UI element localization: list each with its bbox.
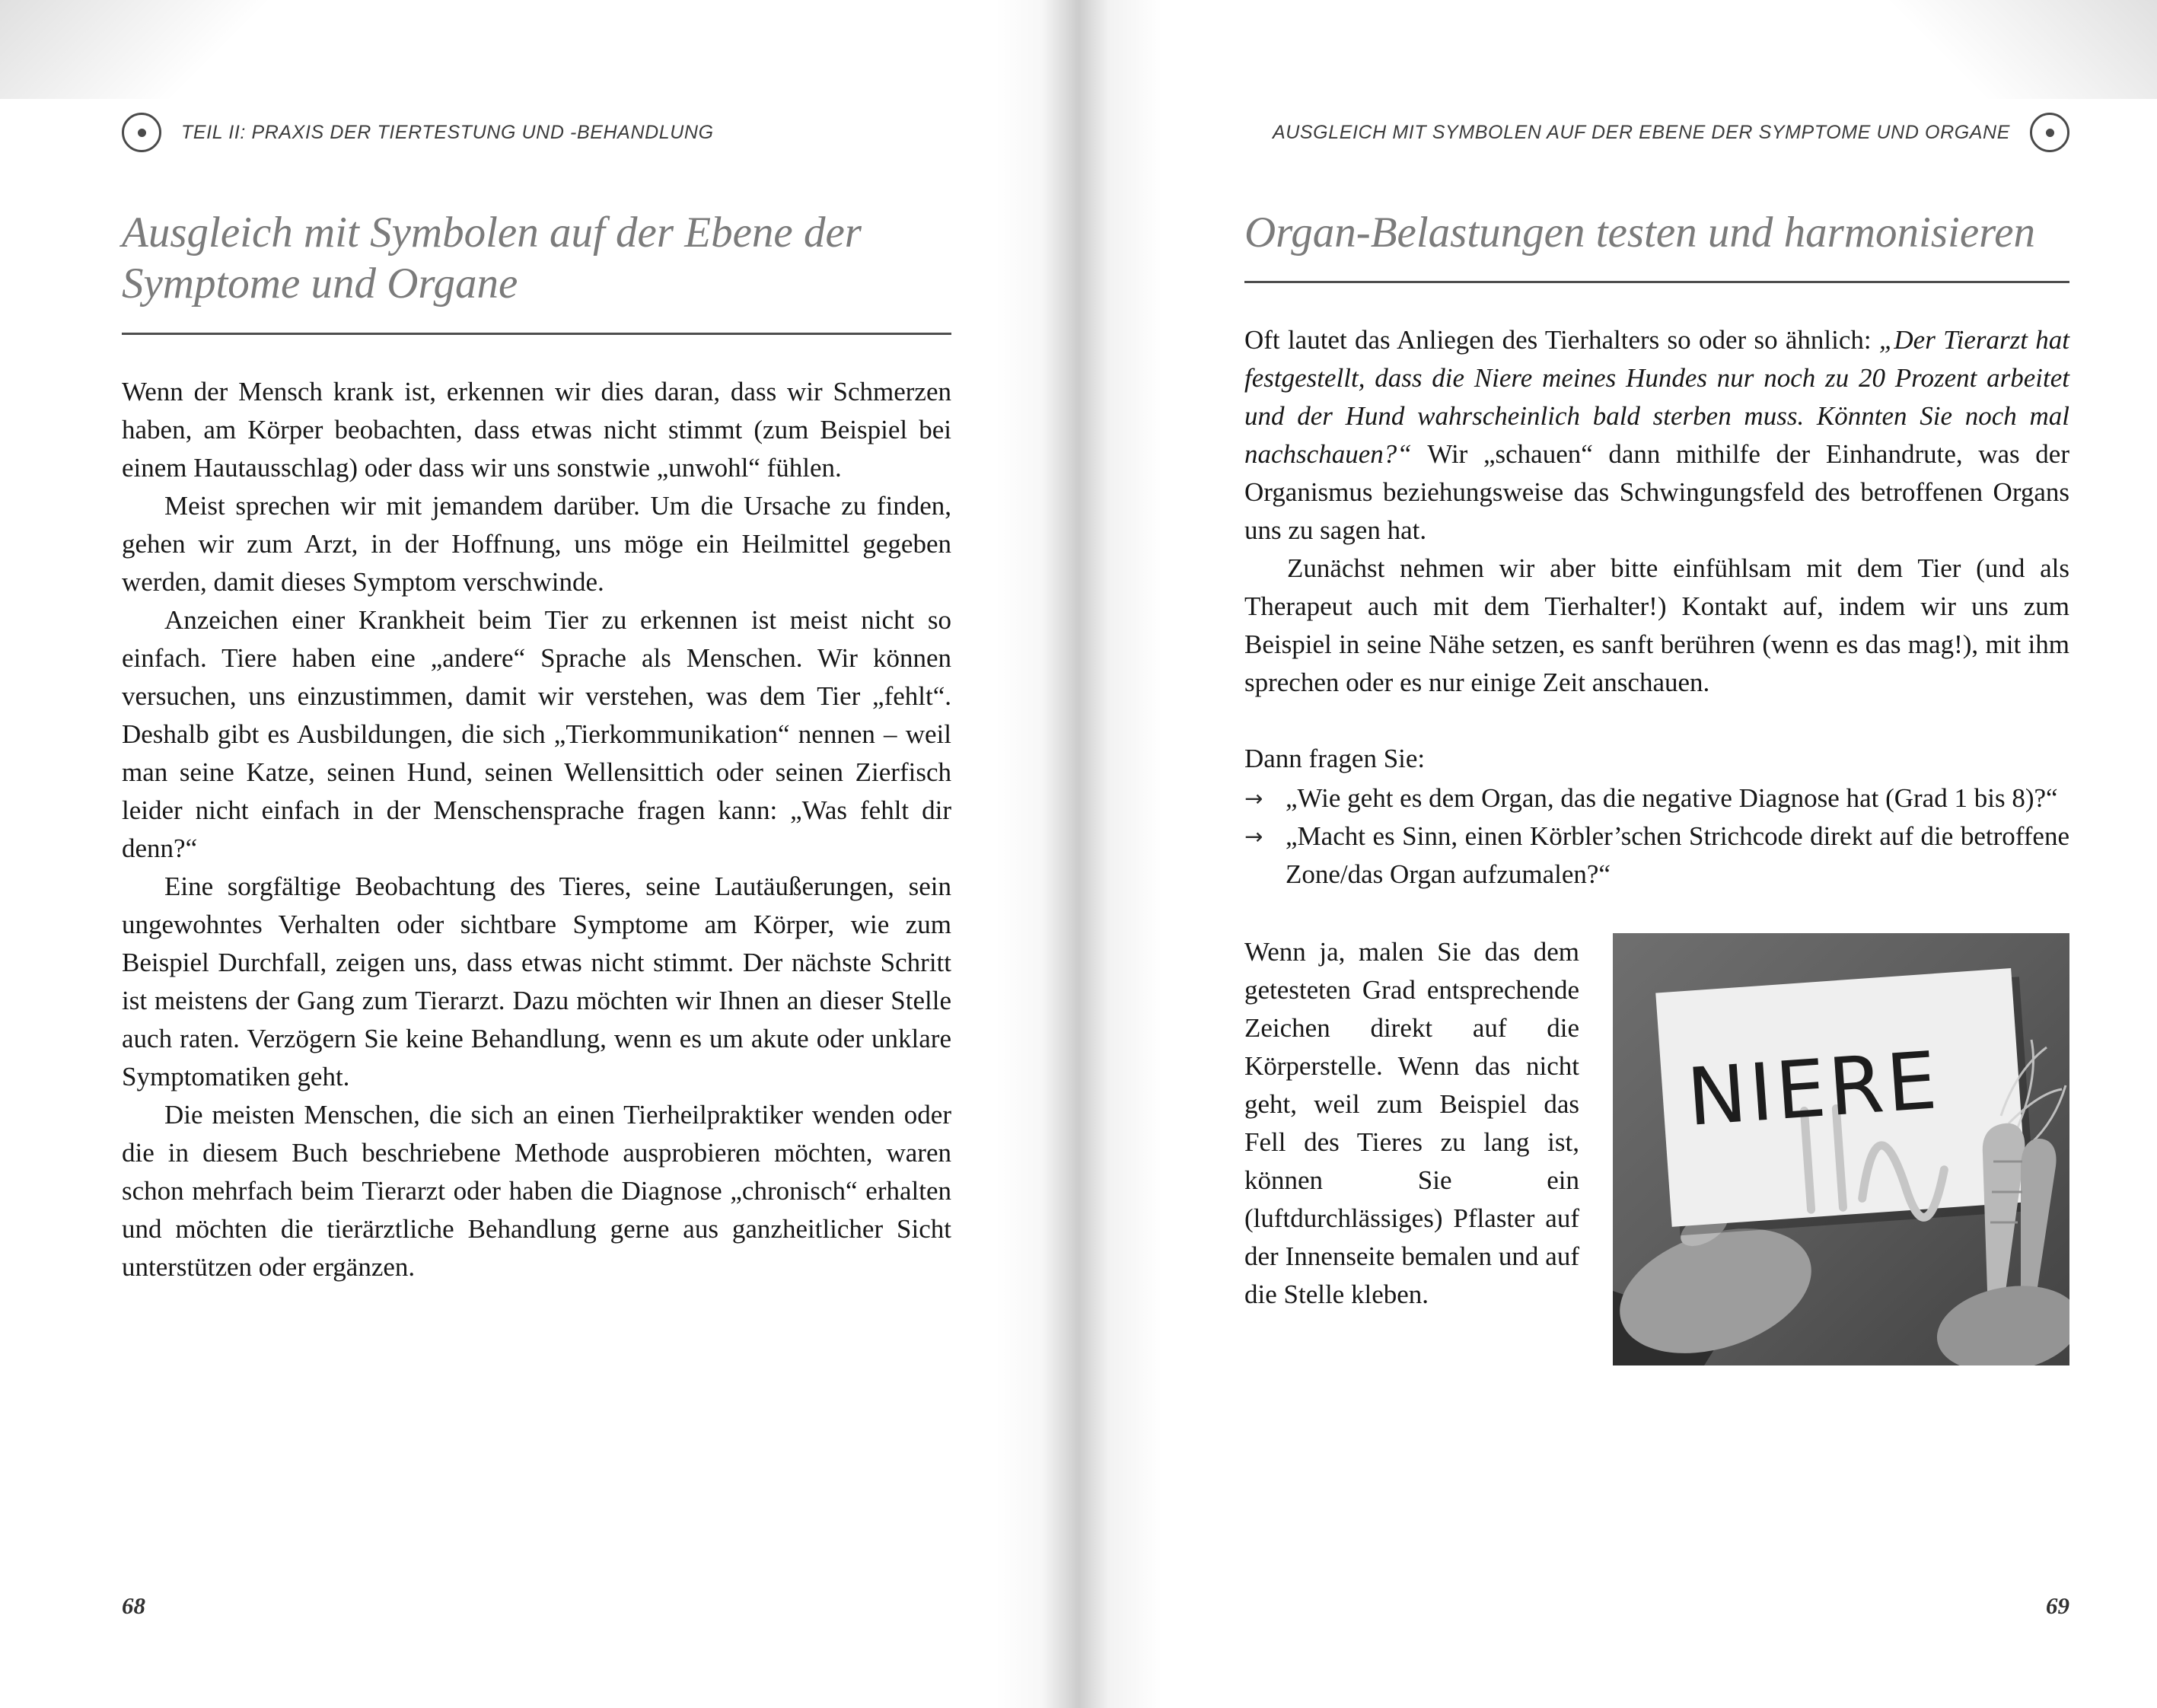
niere-label: NIERE: [1684, 1034, 1943, 1145]
left-body: [122, 373, 951, 1286]
closing-block: [1244, 933, 2069, 1372]
page-right: [1078, 0, 2157, 1708]
niere-photo: [1613, 933, 2069, 1365]
arrow-marker-icon: →: [1244, 824, 1263, 850]
intro-run-1: Oft lautet das Anliegen des Tierhalters so oder so ähnlich:: [1244, 325, 1879, 355]
running-header-left: [122, 113, 951, 152]
running-header-text: TEIL II: PRAXIS DER TIERTESTUNG UND -BEHANDLUNG: [181, 121, 714, 143]
intro-run-3: Wir „schauen“ dann mithilfe der Einhandrute, was der Organismus beziehungsweise das Schwingungsfeld des betroffenen Organs uns zu sagen hat.: [1244, 439, 2069, 546]
list-item: [1244, 779, 2069, 817]
circle-dot-icon: [2030, 113, 2069, 152]
page-number-right: 69: [2046, 1592, 2069, 1619]
list-item-text: „Macht es Sinn, einen Körbler’schen Strichcode direkt auf die betroffene Zone/das Organ aufzumalen?“: [1286, 821, 2069, 890]
title-spacer: [122, 335, 951, 373]
intro-run-quote: „Der Tierarzt hat festgestellt, dass die Niere meines Hundes nur noch zu 20 Prozent arbeitet und der Hund wahrscheinlich bald sterben muss. Könnten Sie noch mal nachschauen?“: [1244, 325, 2070, 470]
body-paragraph: Wenn der Mensch krank ist, erkennen wir dies daran, dass wir Schmerzen haben, am Körper beobachten, dass etwas nicht stimmt (zum Beispiel bei einem Hautausschlag) oder dass wir uns sonstwie „unwohl“ fühlen.: [122, 376, 951, 483]
body-paragraph: Wenn ja, malen Sie das dem getesteten Grad entsprechende Zeichen direkt auf die Körperstelle. Wenn das nicht geht, weil zum Beispiel das Fell des Tieres zu lang ist, können Sie ein (luftdurchlässiges) Pflaster auf der Innenseite bemalen und auf die Stelle kleben.: [1244, 937, 1579, 1310]
body-paragraph: [1244, 321, 2069, 550]
body-paragraph: Anzeichen einer Krankheit beim Tier zu erkennen ist meist nicht so einfach. Tiere haben eine „andere“ Sprache als Menschen. Wir können versuchen, uns einzustimmen, damit wir verstehen, was dem Tier „fehlt“. Deshalb gibt es Ausbildungen, die sich „Tierkommunikation“ nennen – weil man seine Katze, seinen Hund, seinen Wellensittich oder seinen Zierfisch leider nicht einfach in der Menschensprache fragen kann: „Was fehlt dir denn?“: [122, 604, 951, 863]
body-paragraph: Zunächst nehmen wir aber bitte einfühlsam mit dem Tier (und als Therapeut auch mit dem Tierhalter!) Kontakt auf, indem wir uns zum Beispiel in seine Nähe setzen, es sanft berühren (wenn es das mag!), mit ihm sprechen oder es nur einige Zeit anschauen.: [1244, 553, 2069, 698]
question-list: [1244, 779, 2069, 894]
list-item: [1244, 817, 2069, 894]
section-title: Ausgleich mit Symbolen auf der Ebene der Symptome und Organe: [122, 207, 951, 335]
body-paragraph: Die meisten Menschen, die sich an einen Tierheilpraktiker wenden oder die in diesem Buch beschriebene Methode ausprobieren möchten, waren schon mehrfach beim Tierarzt oder haben die Diagnose „chronisch“ erhalten und möchten die tierärztliche Behandlung gerne aus ganzheitlicher Sicht unterstützen oder ergänzen.: [122, 1099, 951, 1282]
right-body: [1244, 321, 2069, 1372]
title-spacer: [1244, 283, 2069, 321]
page-left: [0, 0, 1078, 1708]
arrow-marker-icon: →: [1244, 785, 1263, 812]
body-paragraph: Eine sorgfältige Beobachtung des Tieres, seine Lautäußerungen, sein ungewohntes Verhalten oder sichtbare Symptome am Körper, wie zum Beispiel Durchfall, zeigen uns, dass etwas nicht stimmt. Der nächste Schritt ist meistens der Gang zum Tierarzt. Dazu möchten wir Ihnen an dieser Stelle auch raten. Verzögern Sie keine Behandlung, wenn es um akute oder unklare Symptomatiken geht.: [122, 871, 951, 1091]
body-paragraph: Meist sprechen wir mit jemandem darüber. Um die Ursache zu finden, gehen wir zum Arzt, in der Hoffnung, uns möge ein Heilmittel gegeben werden, damit dieses Symptom verschwinde.: [122, 490, 951, 597]
card-group: [1655, 968, 2035, 1237]
running-header-right: [1244, 113, 2069, 152]
circle-dot-icon: [122, 113, 161, 152]
running-header-text: AUSGLEICH MIT SYMBOLEN AUF DER EBENE DER SYMPTOME UND ORGANE: [1272, 121, 2010, 143]
list-item-text: „Wie geht es dem Organ, das die negative Diagnose hat (Grad 1 bis 8)?“: [1286, 783, 2058, 814]
page-number-left: 68: [122, 1592, 145, 1619]
question-prompt: Dann fragen Sie:: [1244, 744, 1426, 774]
niere-photo-graphic: [1613, 933, 2069, 1365]
section-title: Organ-Belastungen testen und harmonisieren: [1244, 207, 2069, 283]
